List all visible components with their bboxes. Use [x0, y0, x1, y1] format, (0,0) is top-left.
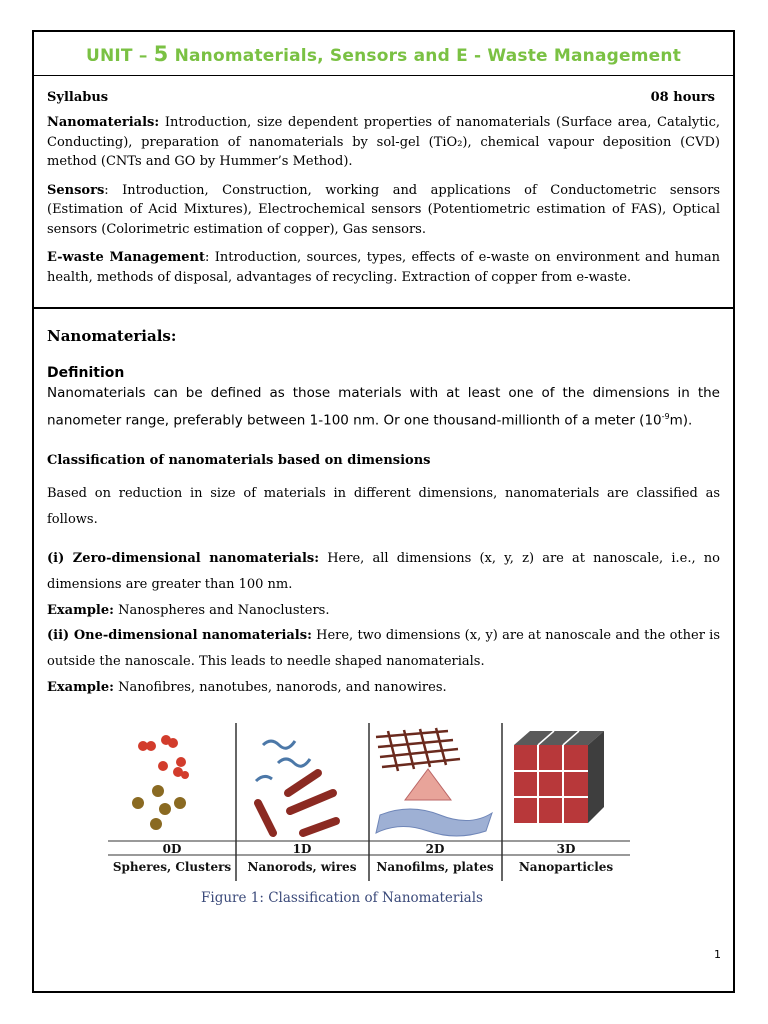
figure-type-label: Spheres, Clusters: [112, 860, 232, 874]
three-d-illustration: [514, 731, 604, 823]
syllabus-box: [34, 76, 733, 309]
syllabus-header: [47, 90, 720, 105]
figure-type-label: Nanorods, wires: [247, 860, 357, 874]
definition-heading: Definition: [47, 365, 125, 381]
figure-dim-label: 3D: [556, 842, 576, 856]
figure-dim-label: 1D: [292, 842, 312, 856]
syllabus-label: Syllabus: [47, 90, 109, 105]
one-d-paragraph: (ii) One-dimensional nanomaterials: Here, two dimensions (x, y) are at nanoscale and the other is outside the nanoscale. This leads to needle shaped nanomaterials.: [47, 627, 721, 669]
figure-type-label: Nanofilms, plates: [376, 860, 494, 874]
definition-text: Nanomaterials can be defined as those materials with at least one of the dimensions in the nanometer range, preferably between 1-100 nm. Or one thousand-millionth of a meter $(10^{-9}m)$.: [47, 385, 720, 429]
page-number: 1: [714, 948, 721, 961]
unit-title: UNIT – 5 Nanomaterials, Sensors and E - Waste Management: [85, 42, 682, 66]
zero-d-example: Example: Nanospheres and Nanoclusters.: [47, 602, 330, 618]
syllabus-ewaste: E-waste Management: Introduction, sources, types, effects of e-waste on environment and human health, methods of disposal, advantages of recycling. Extraction of copper from e-waste.: [47, 250, 721, 285]
syllabus-sensors: Sensors: Introduction, Construction, working and applications of Conductometric sensors (Estimation of Acid Mixtures), Electrochemical sensors (Potentiometric estimation of FAS), Optical sensors (Colorimetric estimation of copper), Gas sensors.: [47, 182, 720, 237]
title-bar: [34, 32, 733, 76]
main-content: [34, 309, 733, 700]
figure-dim-label: 2D: [425, 842, 445, 856]
classification-heading: Classification of nanomaterials based on dimensions: [47, 452, 431, 468]
zero-d-paragraph: (i) Zero-dimensional nanomaterials: Here, all dimensions (x, y, z) are at nanoscale, i.e., no dimensions are greater than 100 nm.: [47, 550, 720, 592]
nanomaterials-figure: [108, 723, 630, 881]
syllabus-hours: 08 hours: [650, 90, 715, 105]
section-heading: Nanomaterials:: [47, 327, 177, 345]
figure-type-label: Nanoparticles: [518, 860, 614, 874]
figure-dim-label: 0D: [162, 842, 182, 856]
one-d-example: Example: Nanofibres, nanotubes, nanorods, and nanowires.: [47, 679, 447, 695]
classification-intro: Based on reduction in size of materials in different dimensions, nanomaterials are classified as follows.: [47, 485, 720, 527]
figure-caption: Figure 1: Classification of Nanomaterials: [201, 890, 483, 906]
syllabus-nanomaterials: Nanomaterials: Introduction, size dependent properties of nanomaterials (Surface area, Catalytic, Conducting), preparation of nanomaterials by sol-gel (TiO₂), chemical vapour deposition (CVD) method (CNTs and GO by Hummer’s Method).: [47, 115, 720, 169]
